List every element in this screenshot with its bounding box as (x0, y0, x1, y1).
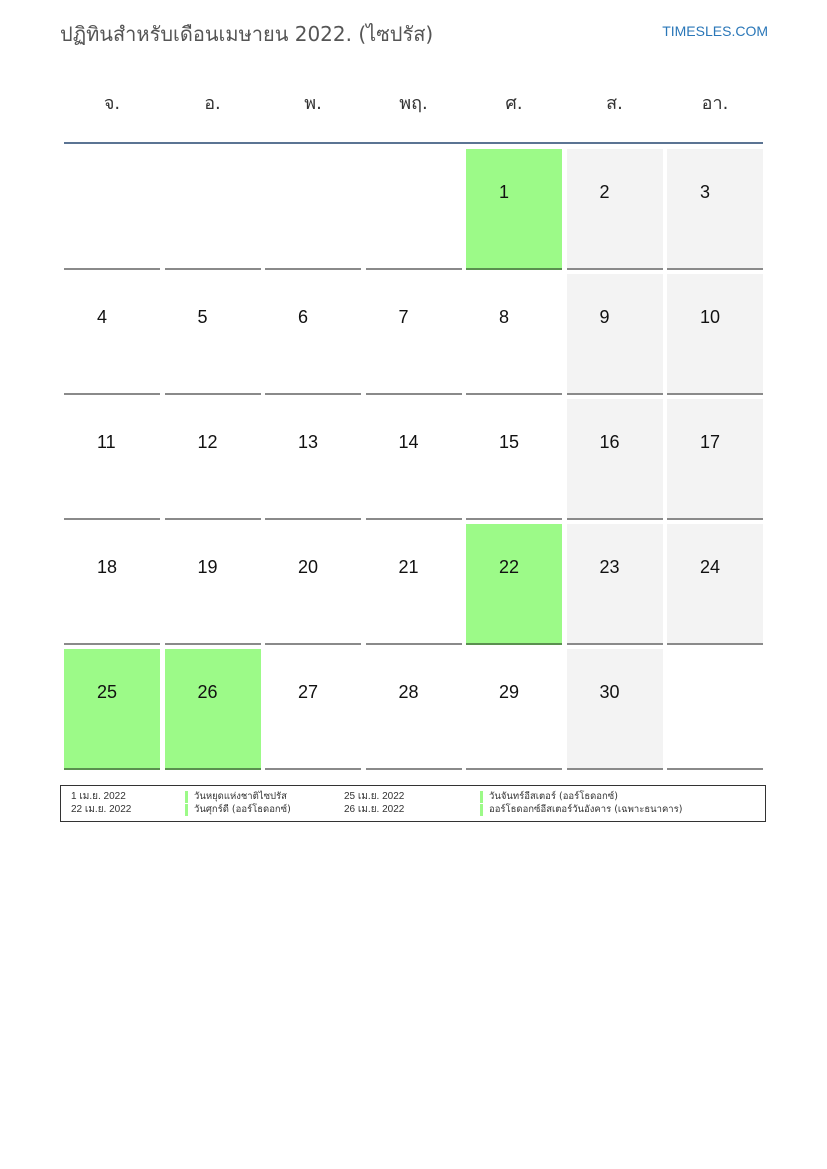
weekday-thursday: พฤ. (399, 93, 428, 114)
day-cell (667, 149, 763, 270)
empty-day-cell (667, 649, 763, 770)
day-cell (265, 274, 361, 395)
legend-date: 25 เม.ย. 2022 (344, 791, 405, 802)
day-number: 18 (97, 557, 118, 577)
day-cell (366, 274, 462, 395)
legend-date: 26 เม.ย. 2022 (344, 804, 405, 815)
empty-day-cell (165, 149, 261, 270)
day-number: 24 (700, 557, 721, 577)
legend-holiday-name: วันศุกร์ดี (ออร์โธดอกซ์) (185, 804, 291, 816)
day-number: 5 (197, 307, 208, 327)
day-cell (366, 399, 462, 520)
day-number: 2 (599, 182, 610, 202)
legend-date: 22 เม.ย. 2022 (71, 804, 132, 815)
day-number: 29 (499, 682, 520, 702)
day-number: 19 (197, 557, 218, 577)
weekday-monday: จ. (103, 93, 121, 114)
day-cell (466, 649, 562, 770)
day-cell (567, 149, 663, 270)
day-cell (667, 524, 763, 645)
day-cell (567, 399, 663, 520)
header-divider (64, 142, 763, 144)
day-cell (265, 399, 361, 520)
calendar-grid (64, 149, 763, 770)
holiday-legend (60, 785, 766, 822)
day-cell (466, 399, 562, 520)
day-cell (165, 399, 261, 520)
day-number: 14 (398, 432, 419, 452)
day-cell (366, 649, 462, 770)
day-cell (466, 524, 562, 645)
day-cell (64, 274, 160, 395)
day-cell (165, 524, 261, 645)
day-number: 11 (97, 432, 116, 452)
site-link[interactable]: TIMESLES.COM (662, 23, 768, 39)
day-cell (567, 649, 663, 770)
day-cell (466, 274, 562, 395)
day-cell (567, 524, 663, 645)
legend-holiday-name: ออร์โธดอกซ์อีสเตอร์วันอังคาร (เฉพาะธนาคาร) (480, 804, 682, 816)
day-number: 21 (398, 557, 419, 577)
day-cell (667, 399, 763, 520)
day-number: 22 (499, 557, 520, 577)
day-cell (667, 274, 763, 395)
day-number: 27 (298, 682, 319, 702)
day-number: 15 (499, 432, 520, 452)
weekday-friday: ศ. (505, 93, 523, 114)
day-cell (165, 649, 261, 770)
day-cell (265, 524, 361, 645)
day-cell (64, 399, 160, 520)
day-number: 25 (97, 682, 118, 702)
legend-date: 1 เม.ย. 2022 (71, 791, 126, 802)
day-number: 12 (197, 432, 218, 452)
day-number: 10 (700, 307, 721, 327)
empty-day-cell (265, 149, 361, 270)
day-number: 16 (599, 432, 620, 452)
day-number: 8 (499, 307, 510, 327)
day-number: 30 (599, 682, 620, 702)
weekday-tuesday: อ. (204, 93, 221, 114)
day-cell (567, 274, 663, 395)
empty-day-cell (366, 149, 462, 270)
day-number: 3 (700, 182, 711, 202)
day-cell (265, 649, 361, 770)
day-cell (165, 274, 261, 395)
day-cell (64, 524, 160, 645)
day-number: 28 (398, 682, 419, 702)
day-cell (366, 524, 462, 645)
day-cell (466, 149, 562, 270)
legend-holiday-name: วันจันทร์อีสเตอร์ (ออร์โธดอกซ์) (480, 791, 618, 803)
day-number: 6 (298, 307, 309, 327)
day-number: 4 (97, 307, 108, 327)
weekday-sunday: อา. (701, 93, 729, 114)
empty-day-cell (64, 149, 160, 270)
day-number: 20 (298, 557, 319, 577)
weekday-saturday: ส. (606, 93, 623, 114)
day-number: 13 (298, 432, 319, 452)
day-number: 26 (197, 682, 218, 702)
day-number: 7 (398, 307, 409, 327)
weekday-wednesday: พ. (304, 93, 322, 114)
day-number: 23 (599, 557, 620, 577)
weekday-header (64, 82, 763, 126)
day-number: 9 (599, 307, 610, 327)
day-number: 1 (499, 182, 510, 202)
legend-holiday-name: วันหยุดแห่งชาติไซปรัส (185, 791, 287, 803)
page-title: ปฏิทินสำหรับเดือนเมษายน 2022. (ไซปรัส) (60, 22, 434, 46)
day-cell (64, 649, 160, 770)
day-number: 17 (700, 432, 721, 452)
